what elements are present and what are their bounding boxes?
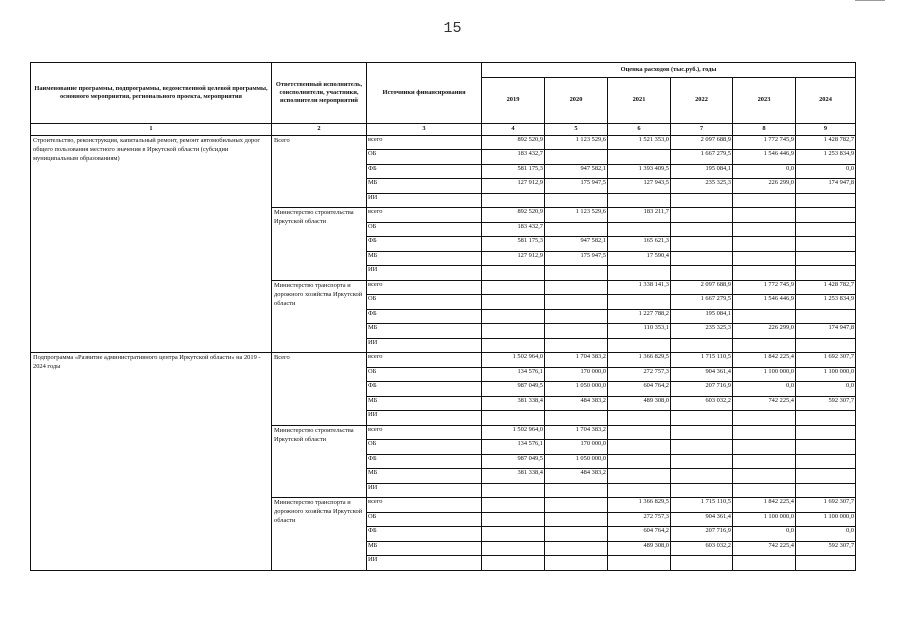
value-cell: 127 912,9 <box>482 179 545 194</box>
value-cell <box>671 440 733 455</box>
value-cell <box>608 150 671 165</box>
value-cell: 1 100 000,0 <box>733 512 796 527</box>
value-cell: 987 049,5 <box>482 454 545 469</box>
value-cell: 1 050 000,0 <box>545 382 608 397</box>
value-cell: 195 084,1 <box>671 164 733 179</box>
column-number: 8 <box>733 123 796 135</box>
value-cell <box>545 498 608 513</box>
value-cell: 17 590,4 <box>608 251 671 266</box>
table-row <box>31 135 856 150</box>
value-cell <box>671 222 733 237</box>
value-cell: 1 546 446,9 <box>733 150 796 165</box>
value-cell: 892 520,9 <box>482 135 545 150</box>
value-cell <box>796 222 856 237</box>
value-cell: 0,0 <box>796 527 856 542</box>
value-cell: 381 338,4 <box>482 469 545 484</box>
value-cell: 1 227 788,2 <box>608 309 671 324</box>
source-cell: ИИ <box>367 411 482 426</box>
value-cell <box>671 251 733 266</box>
value-cell: 183 211,7 <box>608 208 671 223</box>
value-cell: 1 502 964,0 <box>482 425 545 440</box>
source-cell: МБ <box>367 469 482 484</box>
source-cell: МБ <box>367 251 482 266</box>
value-cell: 2 097 688,9 <box>671 135 733 150</box>
value-cell: 195 084,1 <box>671 309 733 324</box>
source-cell: МБ <box>367 179 482 194</box>
value-cell: 1 692 307,7 <box>796 353 856 368</box>
value-cell: 1 428 782,7 <box>796 280 856 295</box>
value-cell: 489 308,0 <box>608 541 671 556</box>
value-cell <box>671 266 733 281</box>
value-cell <box>482 309 545 324</box>
column-number: 5 <box>545 123 608 135</box>
value-cell: 1 772 745,9 <box>733 280 796 295</box>
executor-cell: Всего <box>272 353 367 426</box>
value-cell <box>545 556 608 571</box>
value-cell: 1 521 353,0 <box>608 135 671 150</box>
source-cell: всего <box>367 498 482 513</box>
value-cell: 207 716,9 <box>671 527 733 542</box>
value-cell <box>608 338 671 353</box>
value-cell <box>733 208 796 223</box>
value-cell <box>796 338 856 353</box>
value-cell: 183 432,7 <box>482 150 545 165</box>
value-cell: 110 353,1 <box>608 324 671 339</box>
value-cell <box>796 425 856 440</box>
value-cell: 175 947,5 <box>545 251 608 266</box>
program-name-cell: Строительство, реконструкция, капитальный ремонт, ремонт автомобильных дорог общего пользования местного значения в Иркутской области (субсидии муниципальным образованиям) <box>31 135 272 353</box>
header-responsible: Ответственный исполнитель, соисполнители, участники, исполнители мероприятий <box>272 63 367 124</box>
source-cell: ИИ <box>367 193 482 208</box>
value-cell <box>482 266 545 281</box>
value-cell <box>545 541 608 556</box>
value-cell: 742 225,4 <box>733 396 796 411</box>
value-cell <box>671 237 733 252</box>
scan-mark <box>855 0 885 1</box>
column-number: 3 <box>367 123 482 135</box>
value-cell: 127 912,9 <box>482 251 545 266</box>
value-cell <box>733 556 796 571</box>
value-cell <box>733 193 796 208</box>
value-cell: 127 943,5 <box>608 179 671 194</box>
value-cell: 489 308,0 <box>608 396 671 411</box>
source-cell: ФБ <box>367 382 482 397</box>
value-cell <box>671 208 733 223</box>
value-cell <box>733 222 796 237</box>
value-cell <box>796 193 856 208</box>
value-cell: 1 772 745,9 <box>733 135 796 150</box>
value-cell <box>608 295 671 310</box>
value-cell: 1 366 829,5 <box>608 353 671 368</box>
value-cell: 0,0 <box>796 164 856 179</box>
value-cell <box>608 483 671 498</box>
executor-cell: Министерство транспорта и дорожного хозяйства Иркутской области <box>272 498 367 571</box>
column-number: 6 <box>608 123 671 135</box>
value-cell <box>733 483 796 498</box>
value-cell: 1 842 225,4 <box>733 498 796 513</box>
value-cell: 947 582,1 <box>545 164 608 179</box>
value-cell <box>733 440 796 455</box>
source-cell: МБ <box>367 324 482 339</box>
value-cell: 1 667 279,5 <box>671 295 733 310</box>
source-cell: ФБ <box>367 454 482 469</box>
value-cell <box>796 454 856 469</box>
source-cell: ИИ <box>367 483 482 498</box>
column-number: 1 <box>31 123 272 135</box>
value-cell: 1 123 529,6 <box>545 208 608 223</box>
table-body <box>31 135 856 570</box>
header-year: 2021 <box>608 77 671 123</box>
source-cell: ФБ <box>367 527 482 542</box>
value-cell: 175 947,5 <box>545 179 608 194</box>
value-cell <box>608 469 671 484</box>
value-cell: 165 621,3 <box>608 237 671 252</box>
value-cell <box>796 483 856 498</box>
source-cell: всего <box>367 280 482 295</box>
executor-cell: Министерство строительства Иркутской области <box>272 425 367 498</box>
value-cell <box>482 512 545 527</box>
value-cell: 484 383,2 <box>545 396 608 411</box>
value-cell: 1 715 110,5 <box>671 353 733 368</box>
value-cell: 381 338,4 <box>482 396 545 411</box>
value-cell: 1 546 446,9 <box>733 295 796 310</box>
page-number: 15 <box>443 20 462 37</box>
value-cell: 272 757,3 <box>608 367 671 382</box>
value-cell <box>608 454 671 469</box>
value-cell: 1 842 225,4 <box>733 353 796 368</box>
value-cell <box>733 454 796 469</box>
value-cell: 0,0 <box>796 382 856 397</box>
value-cell <box>733 338 796 353</box>
value-cell <box>671 338 733 353</box>
value-cell: 1 704 383,2 <box>545 425 608 440</box>
source-cell: всего <box>367 425 482 440</box>
header-sources: Источники финансирования <box>367 63 482 124</box>
value-cell <box>545 309 608 324</box>
value-cell: 1 704 383,2 <box>545 353 608 368</box>
header-year: 2020 <box>545 77 608 123</box>
source-cell: ФБ <box>367 309 482 324</box>
value-cell <box>796 266 856 281</box>
value-cell: 1 253 834,9 <box>796 295 856 310</box>
value-cell <box>545 324 608 339</box>
value-cell: 592 307,7 <box>796 396 856 411</box>
value-cell <box>482 338 545 353</box>
source-cell: ФБ <box>367 237 482 252</box>
column-number: 7 <box>671 123 733 135</box>
value-cell: 1 502 964,0 <box>482 353 545 368</box>
value-cell <box>796 251 856 266</box>
value-cell: 272 757,3 <box>608 512 671 527</box>
executor-cell: Министерство транспорта и дорожного хозяйства Иркутской области <box>272 280 367 353</box>
value-cell: 1 667 279,5 <box>671 150 733 165</box>
value-cell <box>545 150 608 165</box>
value-cell <box>545 222 608 237</box>
program-name-cell: Подпрограмма «Развитие административного центра Иркутской области» на 2019 - 2024 годы <box>31 353 272 571</box>
value-cell <box>482 527 545 542</box>
value-cell: 0,0 <box>733 527 796 542</box>
value-cell <box>796 556 856 571</box>
source-cell: всего <box>367 208 482 223</box>
value-cell <box>482 324 545 339</box>
value-cell <box>482 498 545 513</box>
value-cell <box>482 483 545 498</box>
source-cell: всего <box>367 353 482 368</box>
value-cell: 947 582,1 <box>545 237 608 252</box>
executor-cell: Министерство строительства Иркутской области <box>272 208 367 281</box>
value-cell <box>733 411 796 426</box>
value-cell <box>796 237 856 252</box>
value-cell <box>545 483 608 498</box>
value-cell: 581 175,3 <box>482 164 545 179</box>
value-cell <box>482 193 545 208</box>
value-cell <box>671 411 733 426</box>
value-cell: 1 366 829,5 <box>608 498 671 513</box>
value-cell: 183 432,7 <box>482 222 545 237</box>
table-header <box>31 63 856 136</box>
executor-cell: Всего <box>272 135 367 208</box>
value-cell <box>671 469 733 484</box>
value-cell <box>608 411 671 426</box>
value-cell: 581 175,3 <box>482 237 545 252</box>
value-cell: 892 520,9 <box>482 208 545 223</box>
value-cell <box>671 556 733 571</box>
source-cell: ОБ <box>367 222 482 237</box>
value-cell: 1 123 529,6 <box>545 135 608 150</box>
column-number: 2 <box>272 123 367 135</box>
column-number: 4 <box>482 123 545 135</box>
value-cell <box>608 266 671 281</box>
header-year: 2022 <box>671 77 733 123</box>
value-cell <box>733 266 796 281</box>
value-cell <box>796 469 856 484</box>
value-cell: 2 097 688,9 <box>671 280 733 295</box>
source-cell: ИИ <box>367 338 482 353</box>
value-cell: 1 692 307,7 <box>796 498 856 513</box>
value-cell <box>482 411 545 426</box>
value-cell: 207 716,9 <box>671 382 733 397</box>
value-cell: 134 576,1 <box>482 440 545 455</box>
value-cell: 226 299,0 <box>733 324 796 339</box>
value-cell <box>608 222 671 237</box>
value-cell <box>796 411 856 426</box>
value-cell <box>608 193 671 208</box>
value-cell: 1 100 000,0 <box>733 367 796 382</box>
source-cell: ОБ <box>367 295 482 310</box>
value-cell <box>545 527 608 542</box>
value-cell: 1 100 000,0 <box>796 512 856 527</box>
value-cell: 174 947,8 <box>796 324 856 339</box>
header-year: 2023 <box>733 77 796 123</box>
value-cell <box>608 440 671 455</box>
source-cell: МБ <box>367 541 482 556</box>
value-cell: 603 032,2 <box>671 396 733 411</box>
value-cell <box>671 425 733 440</box>
value-cell <box>733 237 796 252</box>
value-cell: 1 253 834,9 <box>796 150 856 165</box>
value-cell <box>482 541 545 556</box>
value-cell: 235 325,3 <box>671 324 733 339</box>
header-costs: Оценка расходов (тыс.руб.), годы <box>482 63 856 78</box>
value-cell <box>545 338 608 353</box>
value-cell: 904 361,4 <box>671 367 733 382</box>
value-cell <box>671 483 733 498</box>
value-cell: 235 325,3 <box>671 179 733 194</box>
value-cell <box>545 193 608 208</box>
value-cell: 170 000,0 <box>545 367 608 382</box>
column-number: 9 <box>796 123 856 135</box>
value-cell <box>796 440 856 455</box>
value-cell: 0,0 <box>733 382 796 397</box>
source-cell: ОБ <box>367 512 482 527</box>
value-cell: 603 032,2 <box>671 541 733 556</box>
value-cell: 484 383,2 <box>545 469 608 484</box>
header-name: Наименование программы, подпрограммы, ведомственной целевой программы, основного мероприятия, регионального проекта, мероприятия <box>31 63 272 124</box>
value-cell <box>482 280 545 295</box>
value-cell <box>733 469 796 484</box>
value-cell <box>608 556 671 571</box>
value-cell <box>482 556 545 571</box>
value-cell: 1 393 409,5 <box>608 164 671 179</box>
value-cell <box>796 309 856 324</box>
source-cell: ОБ <box>367 367 482 382</box>
value-cell: 604 764,2 <box>608 527 671 542</box>
source-cell: ОБ <box>367 150 482 165</box>
source-cell: всего <box>367 135 482 150</box>
value-cell <box>482 295 545 310</box>
value-cell <box>545 280 608 295</box>
value-cell <box>733 309 796 324</box>
value-cell: 0,0 <box>733 164 796 179</box>
source-cell: ИИ <box>367 556 482 571</box>
financing-table <box>30 62 856 571</box>
value-cell <box>671 193 733 208</box>
table-row <box>31 353 856 368</box>
value-cell <box>733 425 796 440</box>
header-year: 2019 <box>482 77 545 123</box>
source-cell: МБ <box>367 396 482 411</box>
value-cell: 1 338 141,3 <box>608 280 671 295</box>
value-cell <box>733 251 796 266</box>
value-cell <box>796 208 856 223</box>
value-cell <box>545 266 608 281</box>
value-cell <box>671 454 733 469</box>
value-cell: 742 225,4 <box>733 541 796 556</box>
value-cell: 226 299,0 <box>733 179 796 194</box>
value-cell: 1 050 000,0 <box>545 454 608 469</box>
value-cell: 170 000,0 <box>545 440 608 455</box>
value-cell <box>545 512 608 527</box>
source-cell: ОБ <box>367 440 482 455</box>
value-cell <box>545 411 608 426</box>
value-cell: 1 715 110,5 <box>671 498 733 513</box>
source-cell: ФБ <box>367 164 482 179</box>
value-cell: 1 428 782,7 <box>796 135 856 150</box>
value-cell: 174 947,8 <box>796 179 856 194</box>
value-cell: 592 307,7 <box>796 541 856 556</box>
source-cell: ИИ <box>367 266 482 281</box>
value-cell <box>545 295 608 310</box>
value-cell: 904 361,4 <box>671 512 733 527</box>
header-year: 2024 <box>796 77 856 123</box>
value-cell: 134 576,1 <box>482 367 545 382</box>
value-cell: 604 764,2 <box>608 382 671 397</box>
value-cell: 1 100 000,0 <box>796 367 856 382</box>
value-cell <box>608 425 671 440</box>
value-cell: 987 049,5 <box>482 382 545 397</box>
